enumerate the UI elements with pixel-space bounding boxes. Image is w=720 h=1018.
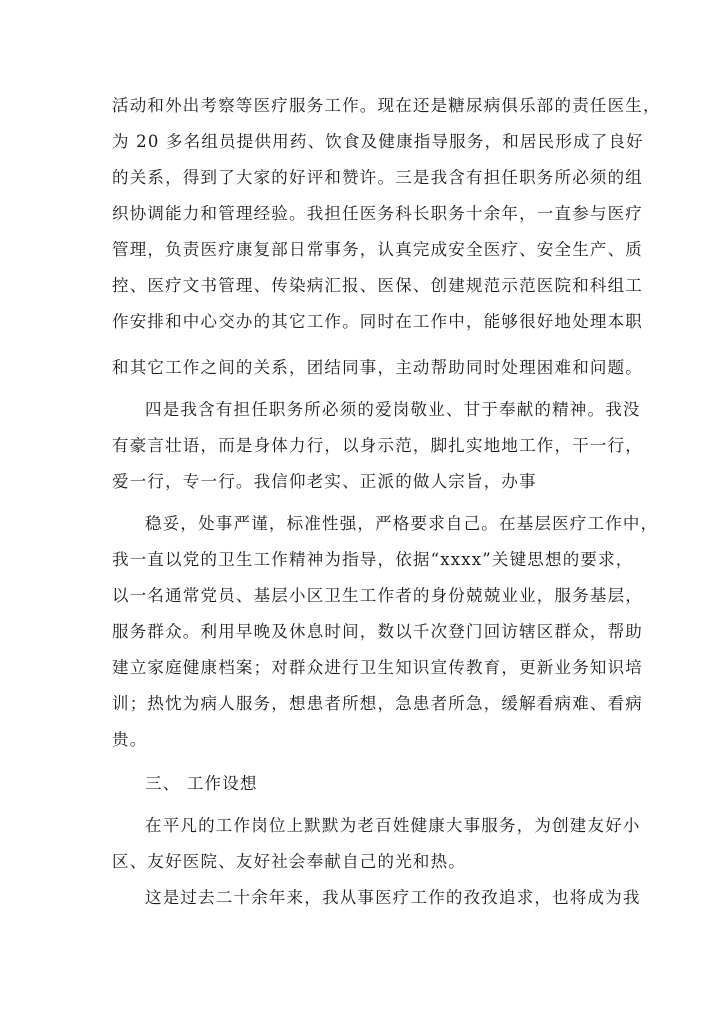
paragraph-line: 为 20 多名组员提供用药、饮食及健康指导服务，和居民形成了良好 <box>112 132 644 151</box>
paragraph-line: 我一直以党的卫生工作精神为指导，依据“xxxx”关键思想的要求， <box>112 550 634 569</box>
paragraph-line: 有豪言壮语，而是身体力行，以身示范，脚扎实地地工作，干一行， <box>112 436 643 455</box>
paragraph-line: 管理，负责医疗康复部日常事务，认真完成安全医疗、安全生产、质 <box>112 240 643 259</box>
paragraph-line: 作安排和中心交办的其它工作。同时在工作中，能够很好地处理本职 <box>112 312 643 331</box>
paragraph-line: 稳妥，处事严谨，标准性强，严格要求自己。在基层医疗工作中， <box>145 514 659 533</box>
paragraph-line: 爱一行，专一行。我信仰老实、正派的做人宗旨，办事 <box>112 472 537 491</box>
paragraph-line: 区、友好医院、友好社会奉献自己的光和热。 <box>112 852 466 871</box>
paragraph-line: 在平凡的工作岗位上默默为老百姓健康大事服务，为创建友好小 <box>145 816 641 835</box>
paragraph-line: 这是过去二十余年来，我从事医疗工作的孜孜追求，也将成为我 <box>145 888 641 907</box>
paragraph-line: 的关系，得到了大家的好评和赞许。三是我含有担任职务所必须的组 <box>112 168 643 187</box>
paragraph-line: 控、医疗文书管理、传染病汇报、医保、创建规范示范医院和科组工 <box>112 276 643 295</box>
paragraph-line: 建立家庭健康档案；对群众进行卫生知识宣传教育，更新业务知识培 <box>112 658 643 677</box>
paragraph-line: 四是我含有担任职务所必须的爱岗敬业、甘于奉献的精神。我没 <box>145 400 641 419</box>
section-heading: 三、 工作设想 <box>145 774 258 793</box>
paragraph-line: 训；热忱为病人服务，想患者所想，急患者所急，缓解看病难、看病 <box>112 694 643 713</box>
paragraph-line: 活动和外出考察等医疗服务工作。现在还是糖尿病俱乐部的责任医生， <box>112 96 661 115</box>
paragraph-line: 服务群众。利用早晚及休息时间，数以千次登门回访辖区群众，帮助 <box>112 622 643 641</box>
paragraph-line: 以一名通常党员、基层小区卫生工作者的身份兢兢业业，服务基层， <box>112 586 643 605</box>
paragraph-line: 和其它工作之间的关系，团结同事，主动帮助同时处理困难和问题。 <box>112 358 643 377</box>
paragraph-line: 贵。 <box>112 730 148 749</box>
paragraph-line: 织协调能力和管理经验。我担任医务科长职务十余年，一直参与医疗 <box>112 204 643 223</box>
